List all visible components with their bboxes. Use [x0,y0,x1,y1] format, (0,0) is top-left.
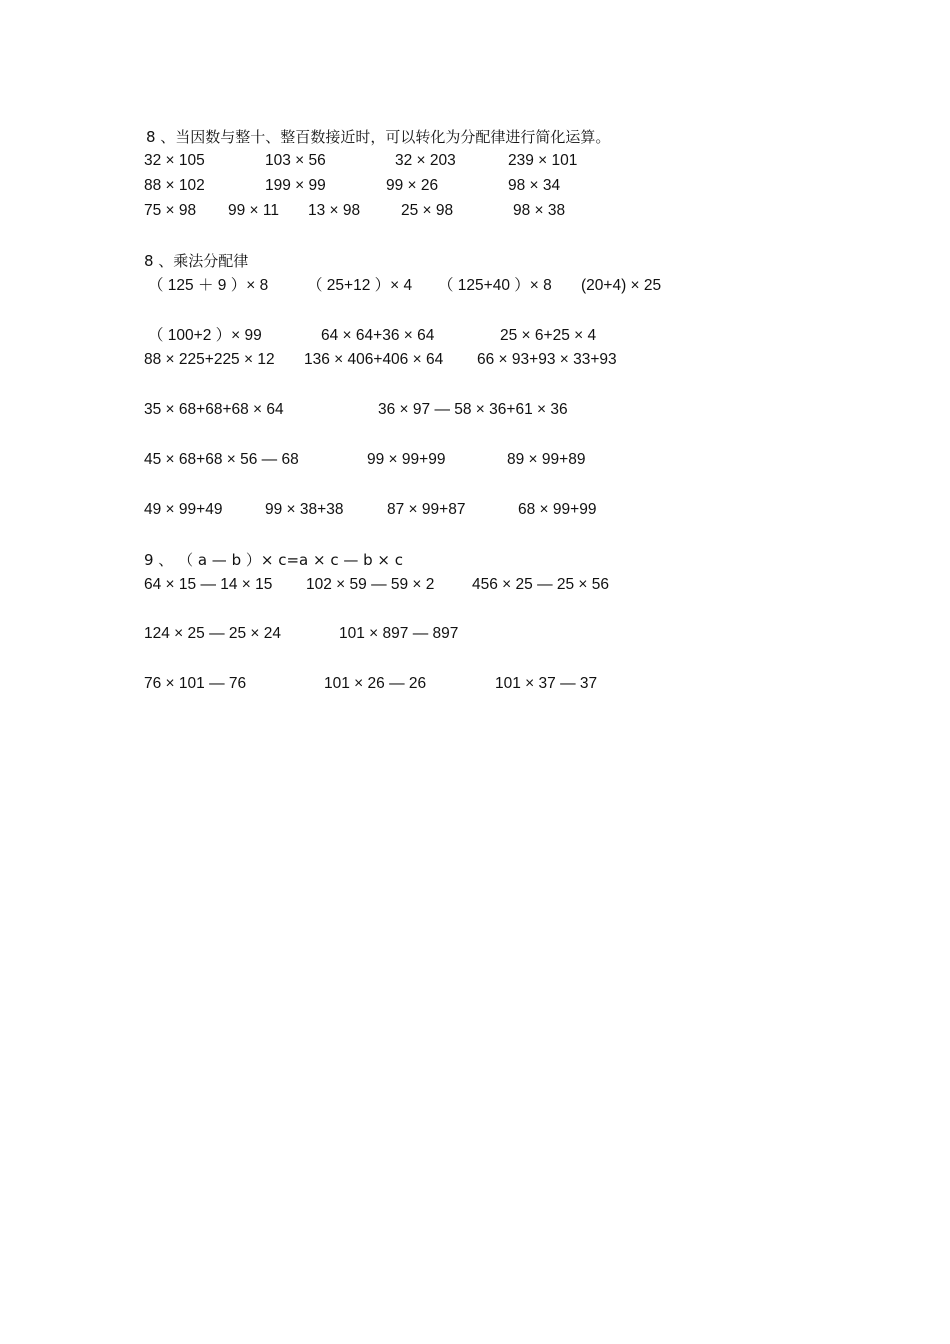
section-heading-distributive: 8 、乘法分配律 [144,252,249,270]
exercise-item: 13 × 98 [308,202,361,219]
exercise-item: 239 × 101 [508,152,578,169]
exercise-item: 101 × 26 — 26 [324,675,427,692]
exercise-item: 136 × 406+406 × 64 [304,351,444,368]
exercise-item: 25 × 98 [401,202,454,219]
exercise-item: 98 × 34 [508,177,561,194]
exercise-item: 64 × 64+36 × 64 [321,327,435,344]
exercise-item: 124 × 25 — 25 × 24 [144,625,282,642]
exercise-item: 68 × 99+99 [518,501,597,518]
exercise-item: (20+4) × 25 [581,277,662,294]
section-heading-difference-law: 9 、 （ a — b ）× c=a × c — b × c [144,551,403,569]
exercise-item: 99 × 38+38 [265,501,344,518]
exercise-item: 199 × 99 [265,177,326,194]
exercise-item: 89 × 99+89 [507,451,586,468]
exercise-item: 87 × 99+87 [387,501,466,518]
exercise-item: 36 × 97 — 58 × 36+61 × 36 [378,401,568,418]
section-heading-near-round: 8 、当因数与整十、整百数接近时，可以转化为分配律进行简化运算。 [146,128,611,146]
exercise-item: 98 × 38 [513,202,566,219]
exercise-item: 99 × 11 [228,202,279,219]
exercise-item: 88 × 102 [144,177,205,194]
exercise-item: 456 × 25 — 25 × 56 [472,576,610,593]
exercise-item: （ 100+2 ）× 99 [148,327,262,344]
exercise-item: 64 × 15 — 14 × 15 [144,576,273,593]
exercise-item: 101 × 897 — 897 [339,625,459,642]
exercise-item: （ 125+40 ）× 8 [438,277,552,294]
exercise-item: 75 × 98 [144,202,197,219]
exercise-item: 76 × 101 — 76 [144,675,247,692]
exercise-item: 103 × 56 [265,152,326,169]
exercise-item: 32 × 203 [395,152,456,169]
exercise-item: 25 × 6+25 × 4 [500,327,597,344]
exercise-item: 88 × 225+225 × 12 [144,351,275,368]
exercise-item: （ 25+12 ）× 4 [307,277,413,294]
exercise-item: 49 × 99+49 [144,501,223,518]
exercise-item: 66 × 93+93 × 33+93 [477,351,617,368]
exercise-item: 45 × 68+68 × 56 — 68 [144,451,299,468]
exercise-item: 35 × 68+68+68 × 64 [144,401,284,418]
exercise-item: 99 × 99+99 [367,451,446,468]
exercise-item: 101 × 37 — 37 [495,675,598,692]
exercise-item: 32 × 105 [144,152,205,169]
exercise-item: （ 125 ＋ 9 ）× 8 [148,277,269,294]
exercise-item: 99 × 26 [386,177,439,194]
exercise-item: 102 × 59 — 59 × 2 [306,576,435,593]
